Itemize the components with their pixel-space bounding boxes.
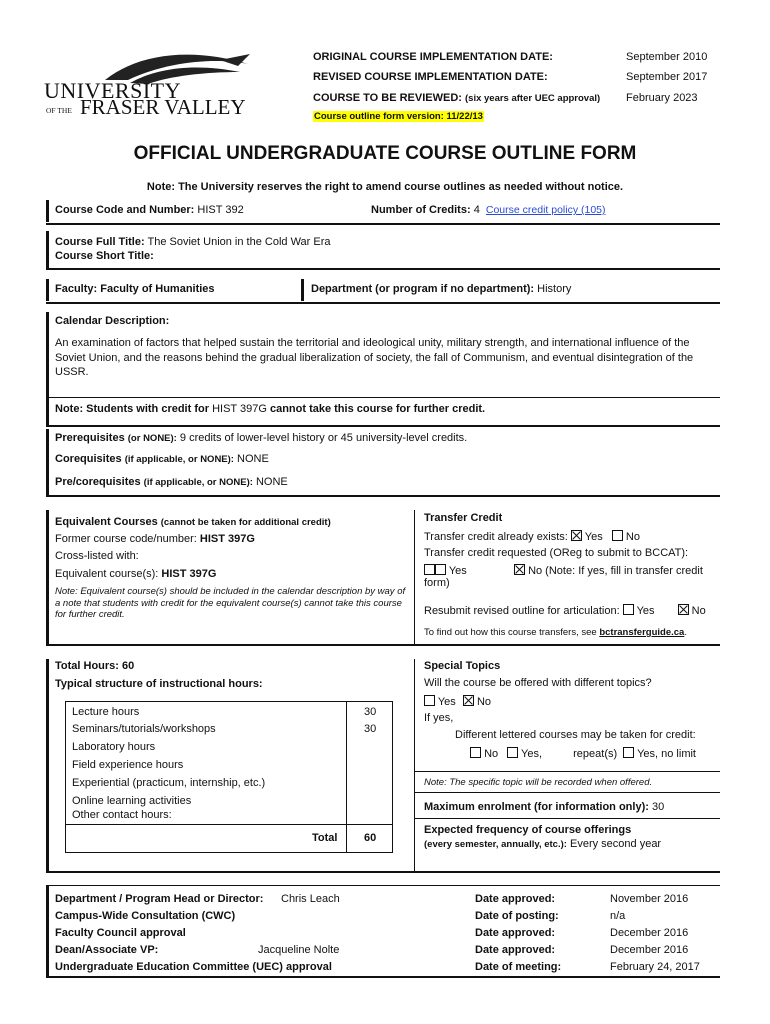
- equivalent-label: Equivalent Courses (cannot be taken for additional credit): [55, 516, 331, 528]
- special-note: Note: The specific topic will be recorded when offered.: [424, 777, 653, 788]
- precorequisites: Pre/corequisites (if applicable, or NONE): NONE: [55, 476, 288, 488]
- date-value-5: February 24, 2017: [610, 961, 700, 973]
- hours-total-label: Total: [312, 832, 338, 844]
- requested-no: No (Note: If yes, fill in transfer credit: [514, 564, 703, 577]
- date-label-3: Date approved:: [475, 927, 556, 939]
- hours-row-label: Field experience hours: [72, 759, 184, 771]
- page-title: OFFICIAL UNDERGRADUATE COURSE OUTLINE FORM: [133, 143, 637, 164]
- review-date-label: COURSE TO BE REVIEWED: (six years after UEC approval): [313, 92, 601, 104]
- prerequisites: Prerequisites (or NONE): 9 credits of lower-level history or 45 university-level credits.: [55, 432, 468, 444]
- date-value-1: November 2016: [610, 893, 689, 905]
- special-label: Special Topics: [424, 660, 501, 672]
- orig-date-value: September 2010: [626, 51, 708, 63]
- short-title: Course Short Title:: [55, 250, 154, 262]
- equivalent-note: Note: Equivalent course(s) should be included in the calendar description by way of a note that students with credit for the equivalent course(s) cannot take this course for further credit.: [55, 586, 406, 620]
- total-hours: Total Hours: 60: [55, 660, 135, 672]
- requested-checkbox-a[interactable]: [424, 564, 435, 575]
- special-lettered: Different lettered courses may be taken for credit:: [455, 729, 696, 741]
- hours-row-label: Laboratory hours: [72, 741, 156, 753]
- special-yes-checkbox[interactable]: [424, 695, 435, 706]
- requested-yes-checkbox[interactable]: [435, 564, 446, 575]
- hours-row-label: Online learning activities: [72, 795, 192, 807]
- dean-value: Jacqueline Nolte: [258, 944, 340, 956]
- exists-no-checkbox[interactable]: [612, 530, 623, 541]
- resubmit: Resubmit revised outline for articulation: Yes No: [424, 605, 706, 617]
- transfer-requested: Transfer credit requested (OReg to submit to BCCAT):: [424, 547, 689, 559]
- exists-yes-checkbox[interactable]: [571, 530, 582, 541]
- rev-date-label: REVISED COURSE IMPLEMENTATION DATE:: [313, 71, 548, 83]
- special-options: Yes No: [424, 695, 491, 708]
- former-course: Former course code/number: HIST 397G: [55, 533, 255, 545]
- hours-row-value: 30: [364, 723, 377, 735]
- cwc-label: Campus-Wide Consultation (CWC): [55, 910, 236, 922]
- special-question: Will the course be offered with different topics?: [424, 677, 652, 689]
- transfer-find: To find out how this course transfers, see bctransferguide.ca.: [424, 627, 687, 638]
- amend-note: Note: The University reserves the right to amend course outlines as needed without notice.: [146, 181, 624, 193]
- hours-row-label: Lecture hours: [72, 706, 140, 718]
- ufv-logo: [44, 50, 254, 122]
- lettered-yes-checkbox[interactable]: [507, 747, 518, 758]
- resubmit-no-checkbox[interactable]: [678, 604, 689, 615]
- date-value-2: n/a: [610, 910, 626, 922]
- faculty: Faculty: Faculty of Humanities: [55, 283, 215, 295]
- special-if-yes: If yes,: [424, 712, 454, 724]
- structure-label: Typical structure of instructional hours:: [55, 678, 263, 690]
- lettered-nolimit-checkbox[interactable]: [623, 747, 634, 758]
- review-date-value: February 2023: [626, 92, 698, 104]
- requested-form: form): [424, 577, 450, 589]
- cross-listed: Cross-listed with:: [55, 550, 139, 562]
- credit-note: Note: Students with credit for HIST 397G cannot take this course for further credit.: [55, 403, 486, 415]
- requested-options: Yes: [424, 564, 467, 577]
- transfer-label: Transfer Credit: [424, 512, 503, 524]
- rev-date-value: September 2017: [626, 71, 708, 83]
- full-title: Course Full Title: The Soviet Union in the Cold War Era: [55, 236, 331, 248]
- equivalent-courses: Equivalent course(s): HIST 397G: [55, 568, 217, 580]
- hours-total-value: 60: [364, 832, 377, 844]
- department: Department (or program if no department): History: [311, 283, 572, 295]
- bctransferguide-link[interactable]: bctransferguide.ca: [599, 627, 685, 638]
- dean-label: Dean/Associate VP:: [55, 944, 159, 956]
- orig-date-label: ORIGINAL COURSE IMPLEMENTATION DATE:: [313, 51, 553, 63]
- transfer-exists: Transfer credit already exists: Yes No: [424, 531, 640, 543]
- hours-row-label: Other contact hours:: [72, 809, 172, 821]
- credit-policy-link[interactable]: Course credit policy (105): [485, 204, 606, 216]
- date-label-1: Date approved:: [475, 893, 556, 905]
- credits: Number of Credits: 4 Course credit policy (105): [371, 204, 606, 216]
- date-label-2: Date of posting:: [475, 910, 559, 922]
- hours-row-label: Experiential (practicum, internship, etc.): [72, 777, 266, 789]
- corequisites: Corequisites (if applicable, or NONE): NONE: [55, 453, 269, 465]
- head-label: Department / Program Head or Director:: [55, 893, 264, 905]
- uec-label: Undergraduate Education Committee (UEC) approval: [55, 961, 332, 973]
- date-value-3: December 2016: [610, 927, 689, 939]
- date-label-5: Date of meeting:: [475, 961, 562, 973]
- special-lettered-options: No Yes, repeat(s) Yes, no limit: [470, 747, 696, 760]
- lettered-no-checkbox[interactable]: [470, 747, 481, 758]
- logo-line1: UNIVERSITY: [44, 78, 181, 103]
- requested-no-checkbox[interactable]: [514, 564, 525, 575]
- hours-row-label: Seminars/tutorials/workshops: [72, 723, 216, 735]
- form-version: Course outline form version: 11/22/13: [314, 111, 483, 122]
- date-value-4: December 2016: [610, 944, 689, 956]
- hours-row-value: 30: [364, 706, 377, 718]
- logo-line2: FRASER VALLEY: [80, 95, 246, 119]
- frequency-label: Expected frequency of course offerings: [424, 824, 632, 836]
- head-value: Chris Leach: [281, 893, 340, 905]
- logo-of-the: OF THE: [46, 106, 72, 115]
- frequency-value: (every semester, annually, etc.): Every second year: [424, 838, 662, 850]
- calendar-description: An examination of factors that helped sustain the territorial and ideological unity, military strength, and international influence of the Soviet Union, and the reasons behind the gradual liberalization of society, the fall of Communism, and eventual disintegration of the USSR.: [55, 337, 694, 378]
- course-code: Course Code and Number: HIST 392: [55, 204, 244, 216]
- resubmit-yes-checkbox[interactable]: [623, 604, 634, 615]
- date-label-4: Date approved:: [475, 944, 556, 956]
- max-enrolment: Maximum enrolment (for information only): 30: [424, 801, 665, 813]
- special-no-checkbox[interactable]: [463, 695, 474, 706]
- calendar-label: Calendar Description:: [55, 315, 170, 327]
- fc-label: Faculty Council approval: [55, 927, 186, 939]
